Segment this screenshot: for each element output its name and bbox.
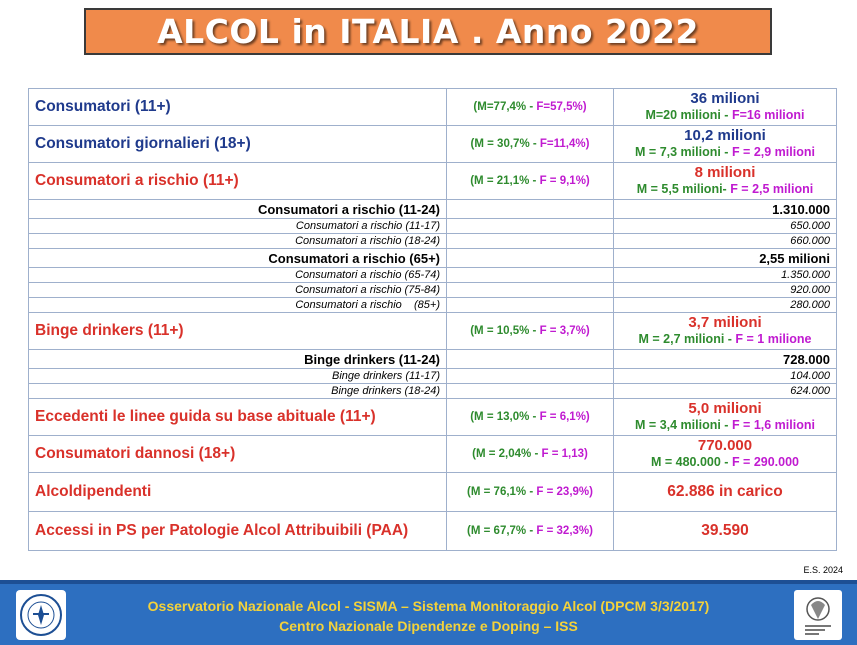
row-label: Consumatori a rischio (18-24)	[29, 234, 447, 249]
total-value: 62.886 in carico	[614, 473, 837, 512]
row-label: Consumatori a rischio (11-17)	[29, 219, 447, 234]
gender-percent: (M = 30,7% - F=11,4%)	[447, 126, 614, 163]
table-row	[29, 350, 837, 369]
row-label: Binge drinkers (11-17)	[29, 369, 447, 384]
gender-percent: (M = 13,0% - F = 6,1%)	[447, 399, 614, 436]
table-row	[29, 369, 837, 384]
table-row	[29, 126, 837, 163]
title-banner	[84, 8, 772, 55]
table-row	[29, 436, 837, 473]
row-value: 728.000	[614, 350, 837, 369]
table-row	[29, 473, 837, 512]
table-row	[29, 89, 837, 126]
row-value: 920.000	[614, 283, 837, 298]
credit-text: E.S. 2024	[803, 565, 843, 575]
table-row	[29, 268, 837, 283]
row-label: Consumatori giornalieri (18+)	[29, 126, 447, 163]
row-label: Consumatori dannosi (18+)	[29, 436, 447, 473]
row-label: Consumatori a rischio (85+)	[29, 298, 447, 313]
gender-percent: (M = 2,04% - F = 1,13)	[447, 436, 614, 473]
total-value: 5,0 milioni M = 3,4 milioni - F = 1,6 milioni	[614, 399, 837, 436]
table-row	[29, 283, 837, 298]
page-title: ALCOL in ITALIA . Anno 2022	[157, 12, 699, 51]
row-label: Consumatori (11+)	[29, 89, 447, 126]
table-row	[29, 219, 837, 234]
total-value: 10,2 milioni M = 7,3 milioni - F = 2,9 milioni	[614, 126, 837, 163]
row-label: Binge drinkers (18-24)	[29, 384, 447, 399]
total-value: 36 milioni M=20 milioni - F=16 milioni	[614, 89, 837, 126]
row-label: Consumatori a rischio (11-24)	[29, 200, 447, 219]
gender-percent: (M=77,4% - F=57,5%)	[447, 89, 614, 126]
gender-percent: (M = 76,1% - F = 23,9%)	[447, 473, 614, 512]
gender-percent: (M = 67,7% - F = 32,3%)	[447, 512, 614, 551]
table-row	[29, 249, 837, 268]
row-value: 280.000	[614, 298, 837, 313]
total-value: 39.590	[614, 512, 837, 551]
alcohol-prevention-day-logo-icon	[794, 590, 842, 640]
table-row	[29, 234, 837, 249]
table-row	[29, 298, 837, 313]
table-row	[29, 313, 837, 350]
row-label: Alcoldipendenti	[29, 473, 447, 512]
footer-line-1: Osservatorio Nazionale Alcol - SISMA – Sistema Monitoraggio Alcol (DPCM 3/3/2017)	[147, 598, 710, 614]
table-row	[29, 384, 837, 399]
row-label: Eccedenti le linee guida su base abituale (11+)	[29, 399, 447, 436]
row-value: 624.000	[614, 384, 837, 399]
row-label: Consumatori a rischio (75-84)	[29, 283, 447, 298]
alcohol-stats-table	[28, 88, 837, 551]
row-value: 2,55 milioni	[614, 249, 837, 268]
footer-bar	[0, 580, 857, 645]
row-label: Consumatori a rischio (65+)	[29, 249, 447, 268]
gender-percent: (M = 21,1% - F = 9,1%)	[447, 163, 614, 200]
table-row	[29, 200, 837, 219]
row-value: 1.310.000	[614, 200, 837, 219]
row-label: Binge drinkers (11+)	[29, 313, 447, 350]
footer-line-2: Centro Nazionale Dipendenze e Doping – ISS	[279, 618, 578, 634]
total-value: 8 milioni M = 5,5 milioni- F = 2,5 milioni	[614, 163, 837, 200]
row-label: Consumatori a rischio (65-74)	[29, 268, 447, 283]
row-value: 650.000	[614, 219, 837, 234]
row-label: Consumatori a rischio (11+)	[29, 163, 447, 200]
row-value: 1.350.000	[614, 268, 837, 283]
row-value: 660.000	[614, 234, 837, 249]
table-row	[29, 399, 837, 436]
total-value: 770.000 M = 480.000 - F = 290.000	[614, 436, 837, 473]
row-label: Accessi in PS per Patologie Alcol Attribuibili (PAA)	[29, 512, 447, 551]
total-value: 3,7 milioni M = 2,7 milioni - F = 1 milione	[614, 313, 837, 350]
gender-percent: (M = 10,5% - F = 3,7%)	[447, 313, 614, 350]
table-row	[29, 163, 837, 200]
row-value: 104.000	[614, 369, 837, 384]
table-row	[29, 512, 837, 551]
row-label: Binge drinkers (11-24)	[29, 350, 447, 369]
